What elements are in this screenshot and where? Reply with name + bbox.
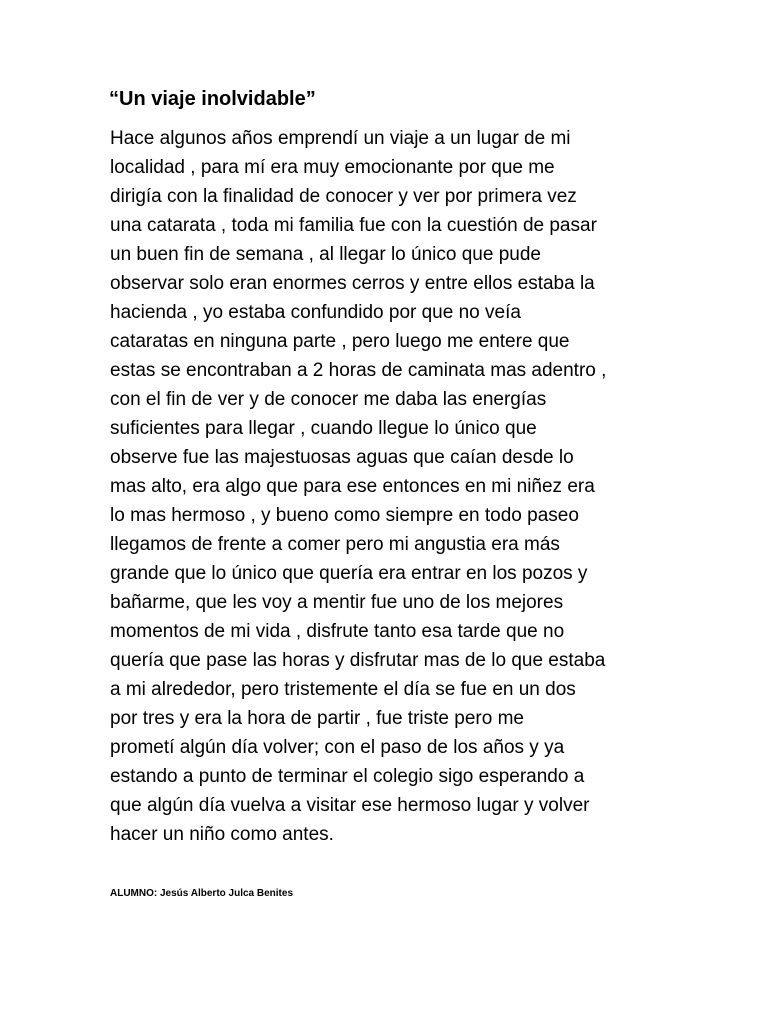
essay-line: observar solo eran enormes cerros y entre ellos estaba la [110,273,595,294]
essay-line: con el fin de ver y de conocer me daba las energías [110,389,547,410]
essay-line: grande que lo único que quería era entrar en los pozos y [110,563,588,584]
essay-line: cataratas en ninguna parte , pero luego me entere que [110,331,570,352]
essay-line: bañarme, que les voy a mentir fue uno de los mejores [110,592,564,613]
essay-line: que algún día vuelva a visitar ese hermoso lugar y volver [110,795,590,816]
essay-line: a mi alrededor, pero tristemente el día se fue en un dos [110,679,576,700]
essay-line: una catarata , toda mi familia fue con la cuestión de pasar [110,215,597,236]
essay-line: localidad , para mí era muy emocionante por que me [110,157,555,178]
document-title: “Un viaje inolvidable” [109,88,316,110]
author-signature: ALUMNO: Jesús Alberto Julca Benites [110,888,294,899]
essay-line: mas alto, era algo que para ese entonces en mi niñez era [110,476,595,497]
essay-line: llegamos de frente a comer pero mi angustia era más [110,534,560,555]
essay-body [110,124,670,849]
essay-line: estando a punto de terminar el colegio sigo esperando a [110,766,585,787]
essay-line: estas se encontraban a 2 horas de caminata mas adentro , [110,360,607,381]
essay-line: observe fue las majestuosas aguas que caían desde lo [110,447,574,468]
essay-line: por tres y era la hora de partir , fue triste pero me [110,708,524,729]
essay-line: quería que pase las horas y disfrutar mas de lo que estaba [110,650,606,671]
essay-line: lo mas hermoso , y bueno como siempre en todo paseo [110,505,579,526]
essay-line: hacer un niño como antes. [110,824,334,845]
essay-line: prometí algún día volver; con el paso de los años y ya [110,737,565,758]
essay-line: dirigía con la finalidad de conocer y ver por primera vez [110,186,577,207]
essay-line: Hace algunos años emprendí un viaje a un lugar de mi [110,128,571,149]
essay-line: un buen fin de semana , al llegar lo único que pude [110,244,541,265]
essay-line: hacienda , yo estaba confundido por que no veía [110,302,521,323]
essay-line: momentos de mi vida , disfrute tanto esa tarde que no [110,621,565,642]
essay-line: suficientes para llegar , cuando llegue lo único que [110,418,537,439]
